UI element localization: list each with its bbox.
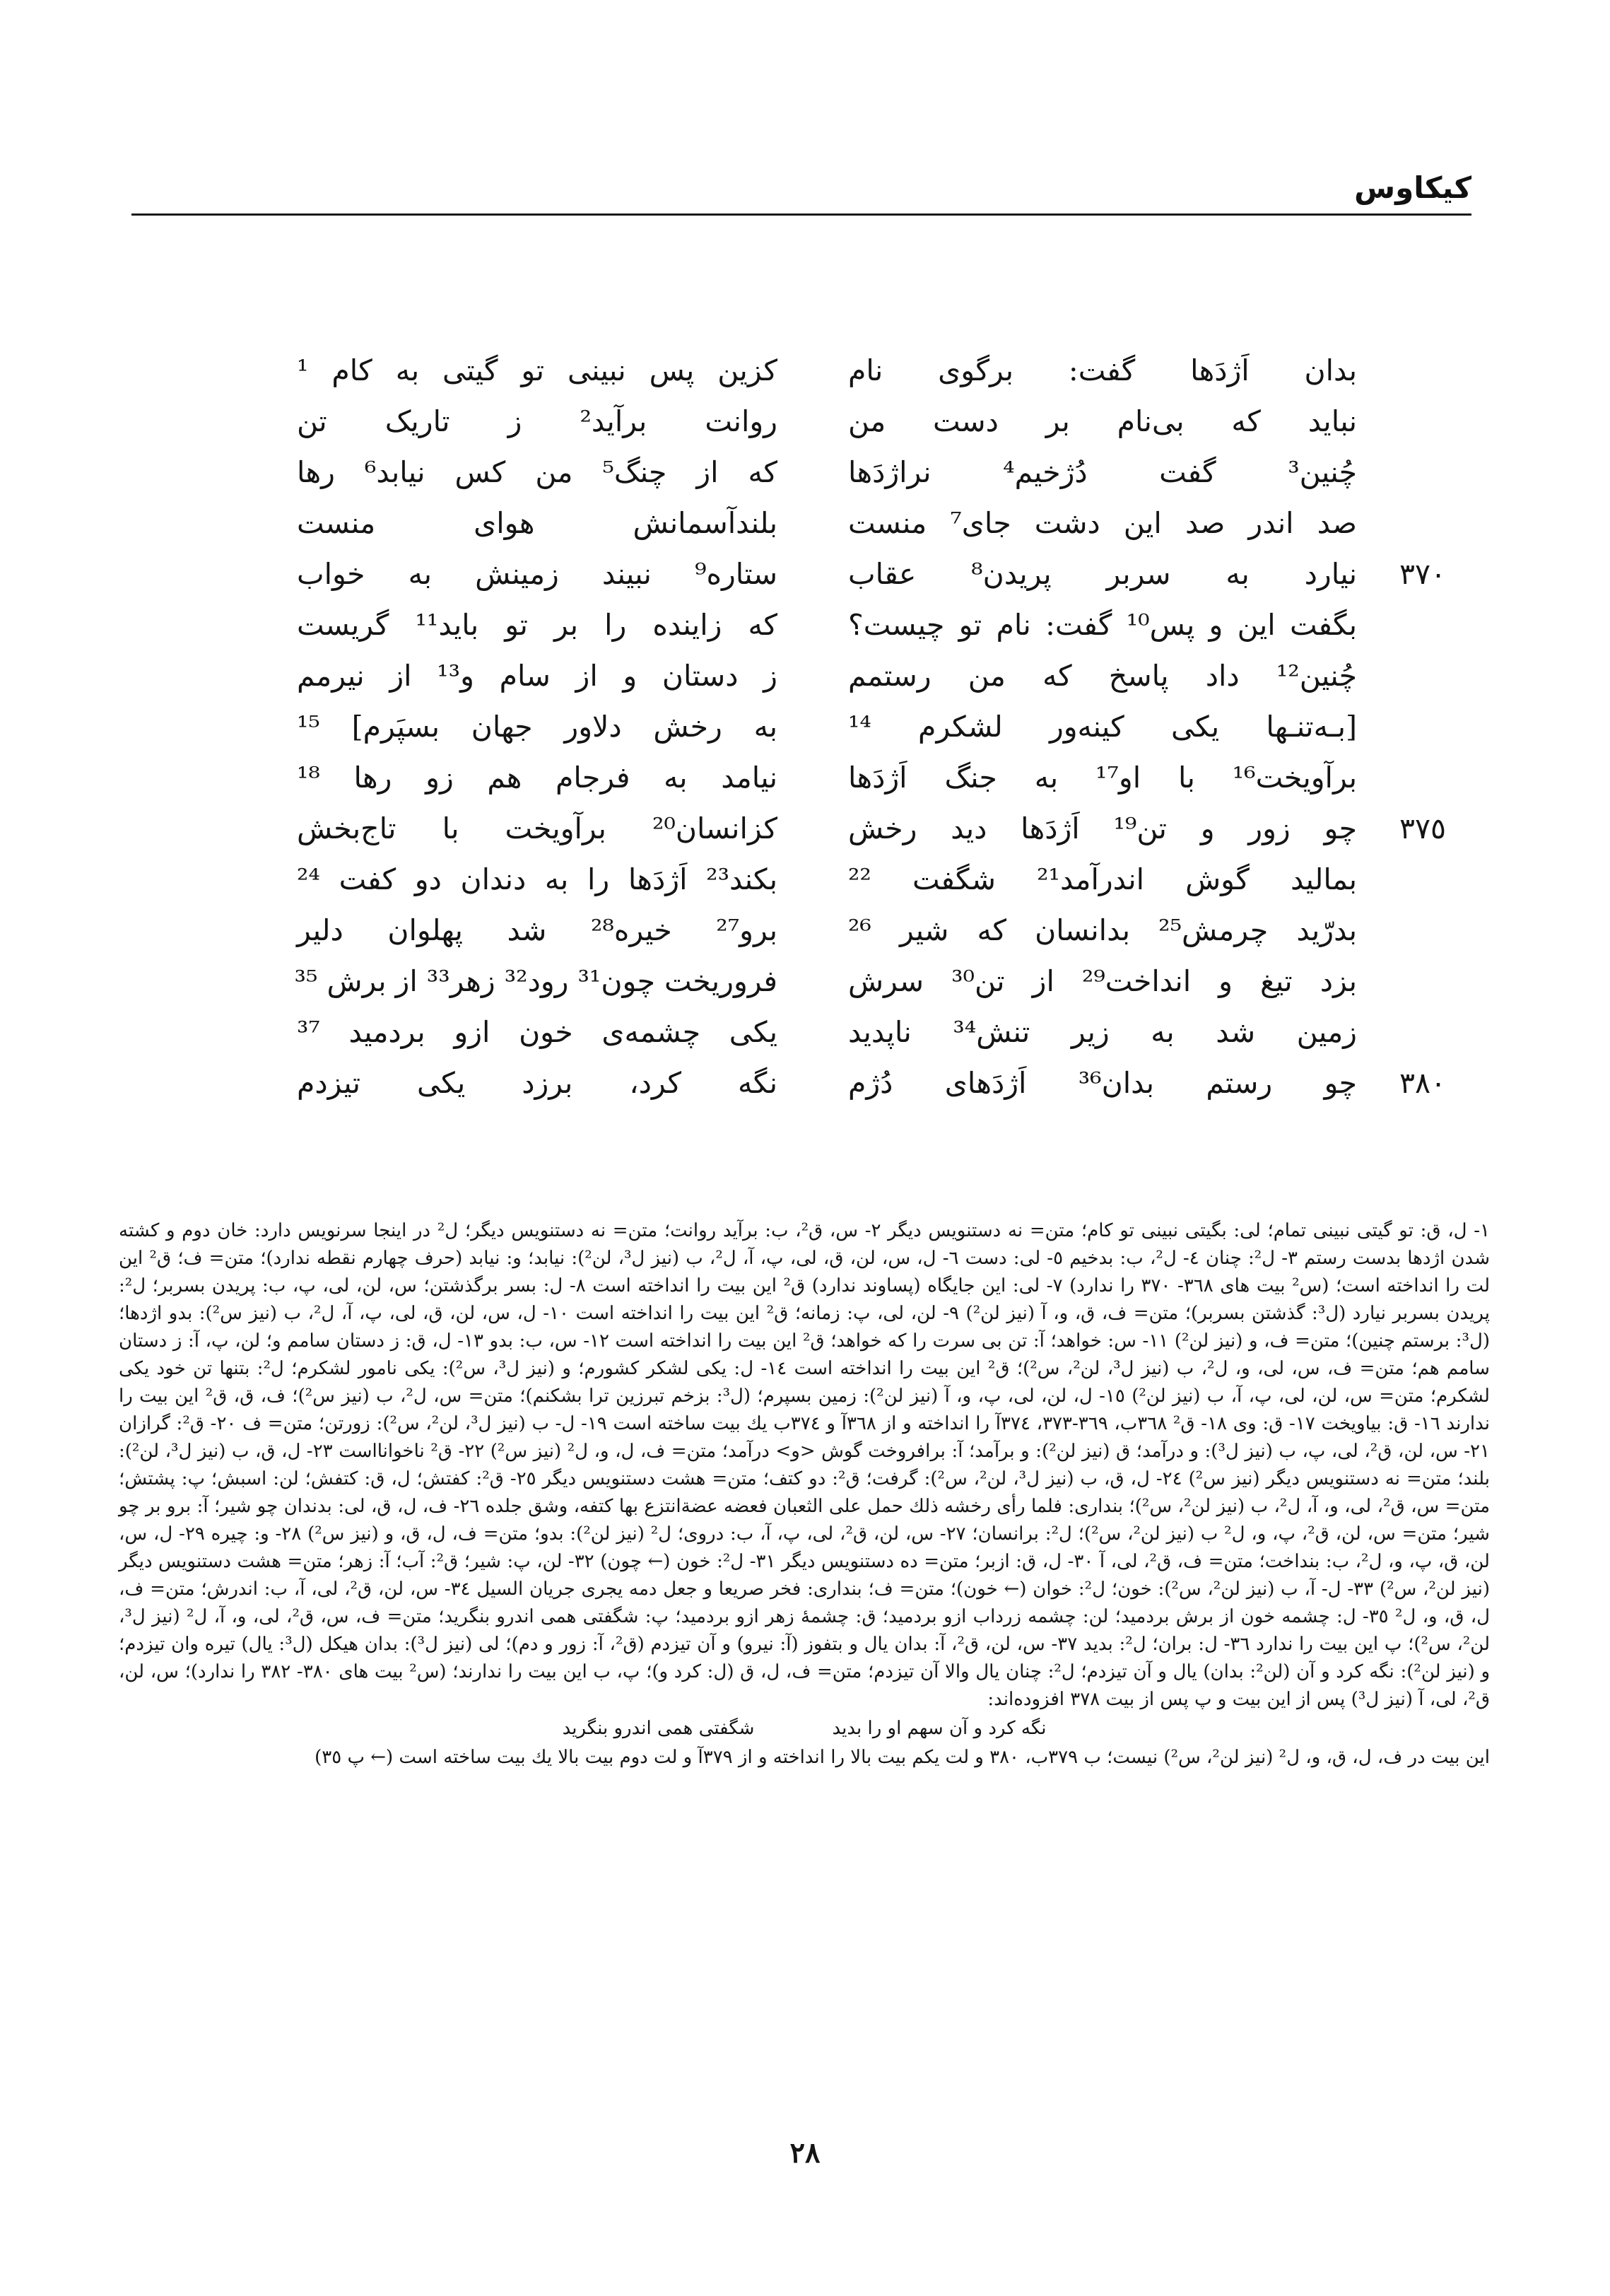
second-hemistich: یکی چشمه‌ی خون ازو بردمید ³⁷	[297, 1015, 777, 1049]
couplet	[240, 956, 1470, 1007]
added-verse-first-hemistich: نگه کرد و آن سهم او را بدید	[832, 1718, 1047, 1739]
second-hemistich: نگه کرد، برزد یکی تیزدم	[297, 1066, 777, 1100]
second-hemistich: که زاینده را بر تو باید¹¹ گریست	[297, 608, 778, 642]
couplet	[240, 752, 1470, 803]
second-hemistich: ستاره⁹ نبیند زمینش به خواب	[297, 557, 777, 591]
couplet	[240, 396, 1470, 447]
second-hemistich: برو²⁷ خیره²⁸ شد پهلوان دلیر	[297, 913, 777, 947]
second-hemistich: به رخش دلاور جهان بسپَرم] ¹⁵	[297, 710, 777, 744]
second-hemistich: فروریخت چون³¹ رود³² زهر³³ از برش ³⁵	[294, 964, 777, 998]
couplet	[240, 498, 1470, 549]
first-hemistich: بمالید گوش اندرآمد²¹ شگفت ²²	[848, 862, 1357, 896]
first-hemistich: بگفت این و پس¹⁰ گفت: نام تو چیست؟	[848, 608, 1357, 642]
poem-text	[240, 345, 1470, 1108]
second-hemistich: روانت برآید² ز تاریک تن	[297, 404, 777, 438]
apparatus-notes: ١- ل، ق: تو گیتی نبینی تمام؛ لی: بگیتی نبینی تو کام؛ متن= نه دستنویس دیگر ٢- س، ق²، ب: برآید روانت؛ متن= نه دستنویس دیگر؛ ل² در اینجا سرنویس دارد: خان دوم و کشته شدن اژدها بدست رستم ٣- ل²: چنان ٤- ل²، ب: بدخیم ٥- لی: دست ٦- ل، س، لن، ق، لی، پ، آ، ل²، ب (نیز ل³، لن²): نیابد؛ و: نیابد (حرف چهارم نقطه ندارد)؛ متن= ف؛ ق² این لت را انداخته است؛ (س² بیت های ٣٦٨- ٣٧٠ را ندارد) ٧- لی: این جایگاه (پساوند ندارد) ق² این بیت را انداخته است ٨- ل: بسر برگذشتن؛ س، لن، لی، پ، ب: پریدن بسربر؛ ل²: پریدن بسربر نیارد (ل³: گذشتن بسربر)؛ متن= ف، ق، و، آ (نیز لن²) ٩- لن، لی، پ: زمانه؛ ق² این بیت را انداخته است ١٠- ل، س، لن، ق، لی، پ، آ، ل²، ب (نیز س²): بدو اژدها؛ (ل³: برستم چنین)؛ متن= ف، و (نیز لن²) ١١- س: خواهد؛ آ: تن بی سرت را که خواهد؛ ق² این بیت را انداخته است ١٢- س، ب: بدو ١٣- ل، ق: ز دستان سامم و؛ لن، پ، آ: ز دستان سامم هم؛ متن= ف، س، لی، و، ل²، ب (نیز ل³، لن²، س²)؛ ق² این بیت را انداخته است ١٤- ل: یکی لشکر کشورم؛ و (نیز ل³، س²): یکی نامور لشکرم؛ ل²: بتنها تن خود یکی لشکرم؛ متن= س، لن، لی، پ، آ، ب (نیز لن²) ١٥- ل، لن، لی، پ، و، آ (نیز لن²): زمین بسپرم؛ (ل³: بزخم تبرزین ترا بشکنم)؛ متن= س، ل²، ب (نیز س²)؛ ف، ق، ق² این بیت را ندارند ١٦- ق: بیاویخت ١٧- ق: وی ١٨- ق² ٣٦٨ب، ٣٦٩-٣٧٣، ٣٧٤آ را انداخته و از ٣٦٨آ و ٣٧٤ب یك بیت ساخته است ١٩- ل- ب (نیز ل³، لن²، س²): زورتن؛ متن= ف ٢٠- ق²: گرازان ٢١- س، لن، ق²، لی، پ، ب (نیز ل³): و درآمد؛ ق (نیز لن²): و برآمد؛ آ: برافروخت گوش <و> درآمد؛ متن= ف، ل، و، ل² (نیز س²) ٢٢- ق² ناخوانااست ٢٣- ل، ق، ب (نیز ل³، لن²): بلند؛ متن= نه دستنویس دیگر (نیز س²) ٢٤- ل، ق، ب (نیز ل³، لن²، س²): گرفت؛ ق²: دو کتف؛ متن= هشت دستنویس دیگر ٢٥- ق²: کفتش؛ ل، ق: کتفش؛ لن: اسبش؛ پ: پشتش؛ متن= س، ق²، لی، و، آ، ل²، ب (نیز لن²، س²)؛ بنداری: فلما رأی رخشه ذلك حمل علی الثعبان فعضه عضةانتزع بها کتفه، وشق جلده ٢٦- ف، ل، ق، لی: بدندان چو شیر؛ آ: برو بر چو شیر؛ متن= س، لن، ق²، پ، و، ل² ب (نیز لن²، س²)؛ ل²: برانسان؛ ٢٧- س، لن، ق²، لی، پ، آ، ب: دروی؛ ل² (نیز لن²): بدو؛ متن= ف، ل، ق، و (نیز س²) ٢٨- و: چیره ٢٩- ل، س، لن، ق، پ، و، ل²، ب: بنداخت؛ متن= ف، ق²، لی، آ ٣٠- ل، ق: ازبر؛ متن= ده دستنویس دیگر ٣١- ل²: خون (← چون) ٣٢- لن، پ: شیر؛ ق²: آب؛ آ: زهر؛ متن= هشت دستنویس دیگر (نیز لن²، س²) ٣٣- ل- آ، ب (نیز لن²، س²): خون؛ ل²: خوان (← خون)؛ متن= ف؛ بنداری: فخر صریعا و جعل دمه یجری جریان السیل ٣٤- س، لن، ق²، لی، آ، ب: اندرش؛ متن= ف، ل، ق، و، ل² ٣٥- ل: چشمه خون از برش بردمید؛ لن: چشمه زرداب ازو بردمید؛ ق: چشمهٔ زهر ازو بردمید؛ پ: شگفتی همی اندرو بنگرید؛ متن= ف، س، ق²، لی، و، آ، ل² (نیز ل³، لن²، س²)؛ پ این بیت را ندارد ٣٦- ل: بران؛ ل²: بدید ٣٧- س، لن، ق²، آ: بدان یال و بتفوز (آ: نیرو) و آن تیزدم (ق²، آ: زور و دم)؛ لی (نیز ل³): بدان هیکل (ل³: یال) تیره وان تیزدم؛ و (نیز لن²): نگه کرد و آن (لن²: بدان) یال و آن تیزدم؛ ل²: چنان یال والا آن تیزدم؛ متن= ف، ل، ق (ل: کرد و)؛ پ، ب این بیت را ندارند؛ (س² بیت های ٣٨٠- ٣٨٢ را ندارد)؛ س، لن، ق²، لی، آ (نیز ل³) پس از این بیت و پ پس از بیت ٣٧٨ افزوده‌اند:	[119, 1220, 1491, 1710]
second-hemistich: که از چنگ⁵ من کس نیابد⁶ رها	[297, 455, 777, 489]
couplet	[240, 803, 1470, 854]
first-hemistich: بزد تیغ و انداخت²⁹ از تن³⁰ سرش	[848, 964, 1357, 998]
first-hemistich: چو رستم بدان³⁶ اَژدَهای دُژم	[848, 1066, 1357, 1100]
couplet	[240, 599, 1470, 650]
first-hemistich: بدرّید چرمش²⁵ بدانسان که شیر ²⁶	[848, 913, 1358, 947]
couplet	[240, 650, 1470, 701]
first-hemistich: چُنین³ گفت دُژخیم⁴ نراژدَها	[848, 455, 1357, 489]
running-head: کیکاوس	[1354, 170, 1471, 205]
first-hemistich: زمین شد به زیر تنش³⁴ ناپدید	[848, 1015, 1357, 1049]
line-number: ٣٧٥	[1399, 812, 1447, 845]
couplet	[240, 345, 1470, 396]
first-hemistich: نیارد به سربر پریدن⁸ عقاب	[848, 557, 1357, 591]
couplet	[240, 905, 1470, 956]
first-hemistich: صد اندر صد این دشت جای⁷ منست	[848, 506, 1357, 540]
first-hemistich: برآویخت¹⁶ با او¹⁷ به جنگ اَژدَها	[848, 761, 1357, 795]
second-hemistich: بلندآسمانش هوای منست	[297, 506, 777, 540]
second-hemistich: نیامد به فرجام هم زو رها ¹⁸	[297, 761, 777, 795]
first-hemistich: نباید که بی‌نام بر دست من	[848, 404, 1357, 438]
first-hemistich: بدان اَژدَها گفت: برگوی نام	[848, 353, 1357, 387]
critical-apparatus	[119, 1217, 1490, 1771]
couplet	[240, 447, 1470, 498]
second-hemistich: ز دستان و از سام و¹³ از نیرمم	[297, 659, 777, 693]
couplet	[240, 701, 1470, 752]
couplet	[240, 1007, 1470, 1058]
added-verse	[119, 1715, 1490, 1742]
second-hemistich: کزین پس نبینی تو گیتی به کام ¹	[297, 353, 777, 387]
apparatus-closing-note: این بیت در ف، ل، ق، و، ل² (نیز لن²، س²) نیست؛ ب ٣٧٩ب، ٣٨٠ و لت یکم بیت بالا را انداخته و از ٣٧٩آ و لت دوم بیت بالا یك بیت ساخته است (← پ ٣٥)	[315, 1747, 1490, 1768]
couplet	[240, 549, 1470, 599]
line-number: ٣٧٠	[1399, 557, 1447, 591]
first-hemistich: [بـه‌تنـها یکی کینه‌ور لشکرم ¹⁴	[848, 710, 1357, 744]
couplet	[240, 854, 1470, 905]
page-number: ٢٨	[789, 2136, 821, 2169]
second-hemistich: کزانسان²⁰ برآویخت با تاج‌بخش	[297, 812, 777, 845]
second-hemistich: بکند²³ اَژدَها را به دندان دو کفت ²⁴	[297, 862, 777, 896]
couplet	[240, 1058, 1470, 1108]
first-hemistich: چُنین¹² داد پاسخ که من رستمم	[848, 659, 1357, 693]
first-hemistich: چو زور و تن¹⁹ اَژدَها دید رخش	[848, 812, 1357, 845]
added-verse-second-hemistich: شگفتی همی اندرو بنگرید	[562, 1718, 755, 1739]
line-number: ٣٨٠	[1399, 1066, 1447, 1100]
header-rule	[131, 213, 1471, 216]
